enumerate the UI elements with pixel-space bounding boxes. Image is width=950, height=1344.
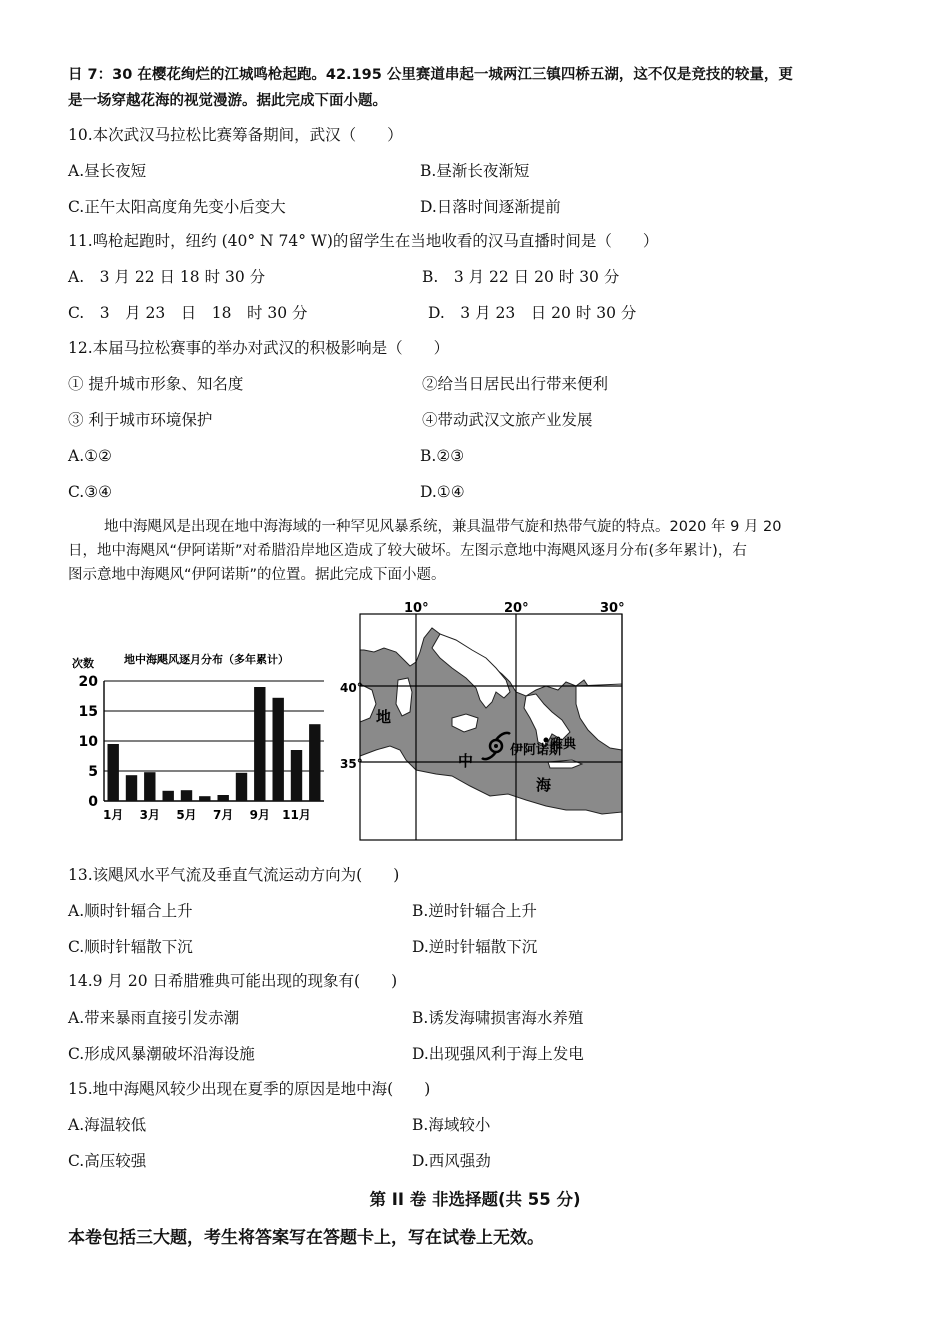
chart-xtick-label: 7月 [213,808,234,822]
q12-stem: 12.本届马拉松赛事的举办对武汉的积极影响是（ ） [68,339,450,357]
q15-stem: 15.地中海飓风较少出现在夏季的原因是地中海( ) [68,1080,431,1098]
q14-option-c: C.形成风暴潮破坏沿海设施 [68,1045,255,1063]
section-heading: 第 II 卷 非选择题(共 55 分) [369,1190,581,1209]
intro-line-1: 日 7：30 在樱花绚烂的江城鸣枪起跑。42.195 公里赛道串起一城两江三镇四桥五湖，这不仅是竞技的较量，更 [68,67,793,83]
chart-xtick-label: 5月 [176,808,197,822]
q10-option-d: D.日落时间逐渐提前 [420,198,561,216]
q11-option-d: D. 3 月 23 日 20 时 30 分 [428,304,637,322]
chart-bar-1 [108,744,119,801]
chart-ytick-label: 10 [78,734,98,750]
q13-option-c: C.顺时针辐散下沉 [68,938,193,956]
chart-ylabel: 次数 [72,657,94,670]
athens-dot [544,738,549,743]
map-label-zhong: 中 [458,752,474,770]
chart-bar-7 [218,795,229,801]
passage-line-2: 日，地中海飓风“伊阿诺斯”对希腊沿岸地区造成了较大破坏。左图示意地中海飓风逐月分布(多年累计)，右 [68,543,747,559]
q14-option-d: D.出现强风利于海上发电 [412,1045,584,1063]
q14-option-a: A.带来暴雨直接引发赤潮 [68,1009,240,1027]
q11-option-c: C. 3 月 23 日 18 时 30 分 [68,304,308,322]
map-lon-label-10: 10° [404,601,429,616]
chart-bar-6 [199,796,210,801]
chart-bar-8 [236,773,247,801]
q11-option-a: A. 3 月 22 日 18 时 30 分 [68,268,266,286]
q10-option-b: B.昼渐长夜渐短 [420,162,530,180]
q12-option-c: C.③④ [68,483,113,501]
section-note: 本卷包括三大题，考生将答案写在答题卡上，写在试卷上无效。 [68,1228,544,1248]
q12-option-d: D.①④ [420,483,465,501]
chart-bar-5 [181,790,192,801]
map-lon-label-20: 20° [504,601,529,616]
q11-option-b: B. 3 月 22 日 20 时 30 分 [422,268,620,286]
q11-stem: 11.鸣枪起跑时，纽约 (40° N 74° W)的留学生在当地收看的汉马直播时间是（ ） [68,232,659,250]
chart-xtick-label: 3月 [139,808,160,822]
chart-ytick-label: 5 [88,764,98,780]
chart-bar-3 [144,772,155,801]
map-lat-label-40: 40° [340,681,363,695]
chart-bar-12 [309,724,320,801]
q13-option-a: A.顺时针辐合上升 [68,902,193,920]
q14-option-b: B.诱发海啸损害海水养殖 [412,1009,584,1027]
q15-option-a: A.海温较低 [68,1116,147,1134]
chart-bar-9 [254,687,265,801]
q15-option-c: C.高压较强 [68,1152,147,1170]
chart-bar-2 [126,775,137,801]
chart-ytick-label: 20 [78,674,98,690]
q10-option-a: A.昼长夜短 [68,162,147,180]
chart-xtick-label: 11月 [282,808,311,822]
q13-option-b: B.逆时针辐合上升 [412,902,537,920]
q10-option-c: C.正午太阳高度角先变小后变大 [68,198,286,216]
intro-line-2: 是一场穿越花海的视觉漫游。据此完成下面小题。 [68,93,387,109]
chart-title: 地中海飓风逐月分布（多年累计） [124,653,289,666]
chart-bar-4 [163,791,174,801]
chart-xtick-label: 1月 [103,808,124,822]
q12-option-b: B.②③ [420,447,465,465]
q13-option-d: D.逆时针辐散下沉 [412,938,538,956]
chart-bar-11 [291,750,302,801]
q13-stem: 13.该飓风水平气流及垂直气流运动方向为( ) [68,866,400,884]
mediterranean-map [340,600,630,850]
chart-xtick-label: 9月 [249,808,270,822]
map-lat-label-35: 35° [340,757,363,771]
q15-option-d: D.西风强劲 [412,1152,491,1170]
q12-statement-3: ③ 利于城市环境保护 [68,411,213,429]
q10-stem: 10.本次武汉马拉松比赛筹备期间，武汉（ ） [68,126,403,144]
passage-line-1: 地中海飓风是出现在地中海海域的一种罕见风暴系统，兼具温带气旋和热带气旋的特点。2020 年 9 月 20 [104,519,782,535]
map-label-athens: 雅典 [550,737,577,752]
passage-line-3: 图示意地中海飓风“伊阿诺斯”的位置。据此完成下面小题。 [68,567,446,583]
map-label-di: 地 [376,708,392,726]
q12-statement-1: ① 提升城市形象、知名度 [68,375,244,393]
chart-bar-10 [273,698,284,801]
map-label-hai: 海 [536,776,552,794]
map-lon-label-30: 30° [600,601,625,616]
hurricane-monthly-chart [68,645,338,830]
chart-ytick-label: 0 [88,794,98,810]
q14-stem: 14.9 月 20 日希腊雅典可能出现的现象有( ) [68,972,398,990]
chart-ytick-label: 15 [78,704,98,720]
map-label-storm: 伊阿诺斯 [510,743,563,758]
q12-option-a: A.①② [68,447,112,465]
q15-option-b: B.海域较小 [412,1116,491,1134]
q12-statement-4: ④带动武汉文旅产业发展 [422,411,593,429]
q12-statement-2: ②给当日居民出行带来便利 [422,375,609,393]
